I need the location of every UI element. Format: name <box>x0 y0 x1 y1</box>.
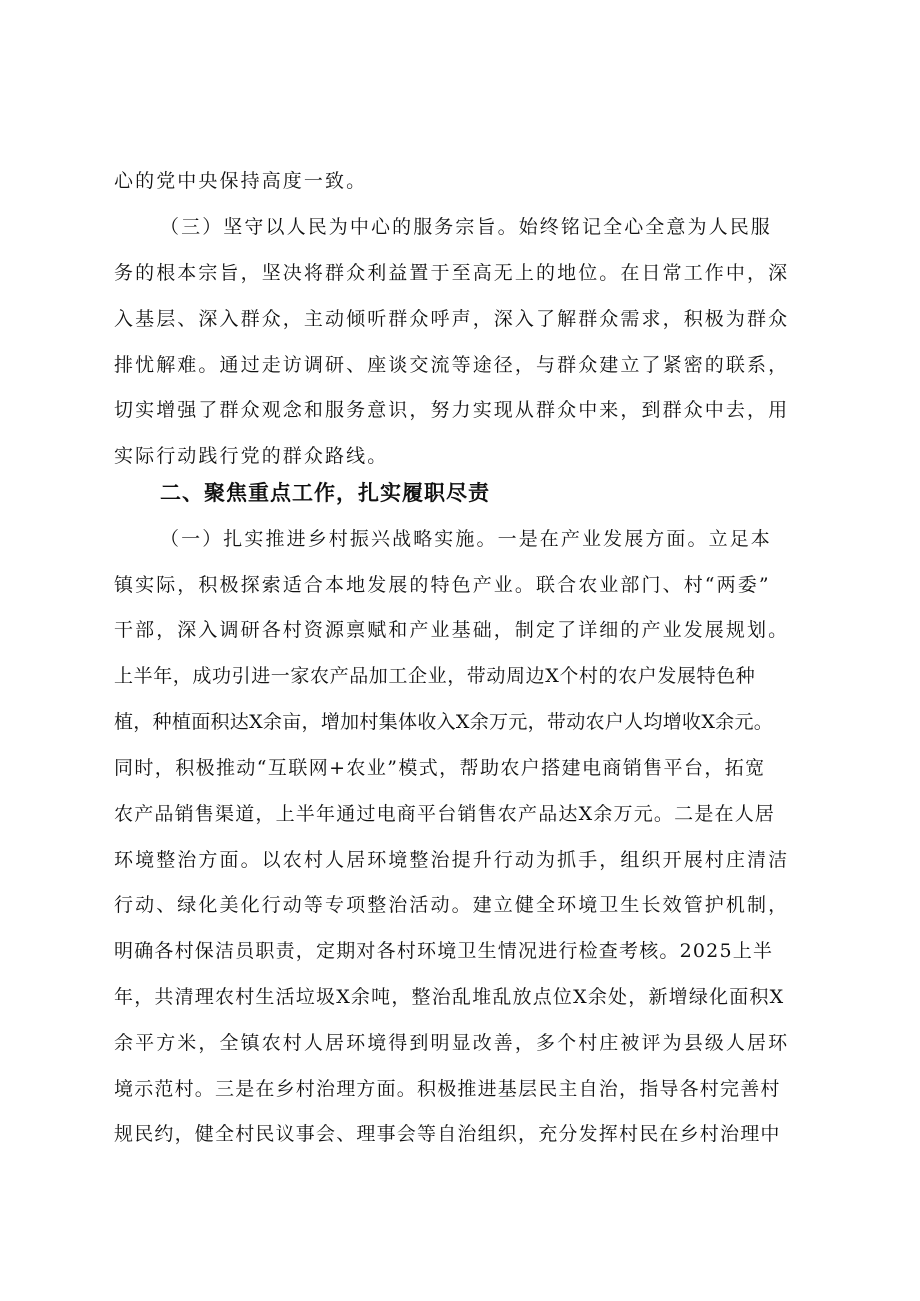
paragraph-line: （一）扎实推进乡村振兴战略实施。一是在产业发展方面。立足本 <box>160 528 772 550</box>
paragraph-line: 切实增强了群众观念和服务意识，努力实现从群众中来，到群众中去，用 <box>114 399 790 421</box>
paragraph-line: 境示范村。三是在乡村治理方面。积极推进基层民主自治，指导各村完善村 <box>114 1078 781 1100</box>
paragraph-line: 明确各村保洁员职责，定期对各村环境卫生情况进行检查考核。2025上半 <box>114 940 774 962</box>
section-heading: 二、聚焦重点工作，扎实履职尽责 <box>160 481 490 505</box>
paragraph-line: 务的根本宗旨，坚决将群众利益置于至高无上的地位。在日常工作中，深 <box>114 262 790 284</box>
paragraph-line: 规民约，健全村民议事会、理事会等自治组织，充分发挥村民在乡村治理中 <box>114 1123 781 1145</box>
paragraph-line: 入基层、深入群众，主动倾听群众呼声，深入了解群众需求，积极为群众 <box>114 308 790 330</box>
paragraph-line: （三）坚守以人民为中心的服务宗旨。始终铭记全心全意为人民服 <box>160 216 772 238</box>
paragraph-line: 余平方米，全镇农村人居环境得到明显改善，多个村庄被评为县级人居环 <box>114 1032 790 1054</box>
paragraph-line: 干部，深入调研各村资源禀赋和产业基础，制定了详细的产业发展规划。 <box>114 619 790 641</box>
paragraph-line: 上半年，成功引进一家农产品加工企业，带动周边X个村的农户发展特色种 <box>114 665 756 687</box>
paragraph-line: 植，种植面积达X余亩，增加村集体收入X余万元，带动农户人均增收X余元。 <box>114 711 774 733</box>
paragraph-line: 实际行动践行党的群众路线。 <box>114 445 389 467</box>
paragraph-line: 环境整治方面。以农村人居环境整治提升行动为抓手，组织开展村庄清洁 <box>114 849 790 871</box>
paragraph-line: 农产品销售渠道，上半年通过电商平台销售农产品达X余万元。二是在人居 <box>114 803 776 825</box>
paragraph-line: 行动、绿化美化行动等专项整治活动。建立健全环境卫生长效管护机制， <box>114 894 790 916</box>
paragraph-line: 排忧解难。通过走访调研、座谈交流等途径，与群众建立了紧密的联系， <box>114 354 790 376</box>
paragraph-line: 心的党中央保持高度一致。 <box>114 170 368 192</box>
paragraph-line: 镇实际，积极探索适合本地发展的特色产业。联合农业部门、村“两委” <box>114 574 771 596</box>
paragraph-line: 年，共清理农村生活垃圾X余吨，整治乱堆乱放点位X余处，新增绿化面积X <box>114 986 785 1008</box>
paragraph-line: 同时，积极推动“互联网+农业”模式，帮助农户搭建电商销售平台，拓宽 <box>114 757 766 779</box>
